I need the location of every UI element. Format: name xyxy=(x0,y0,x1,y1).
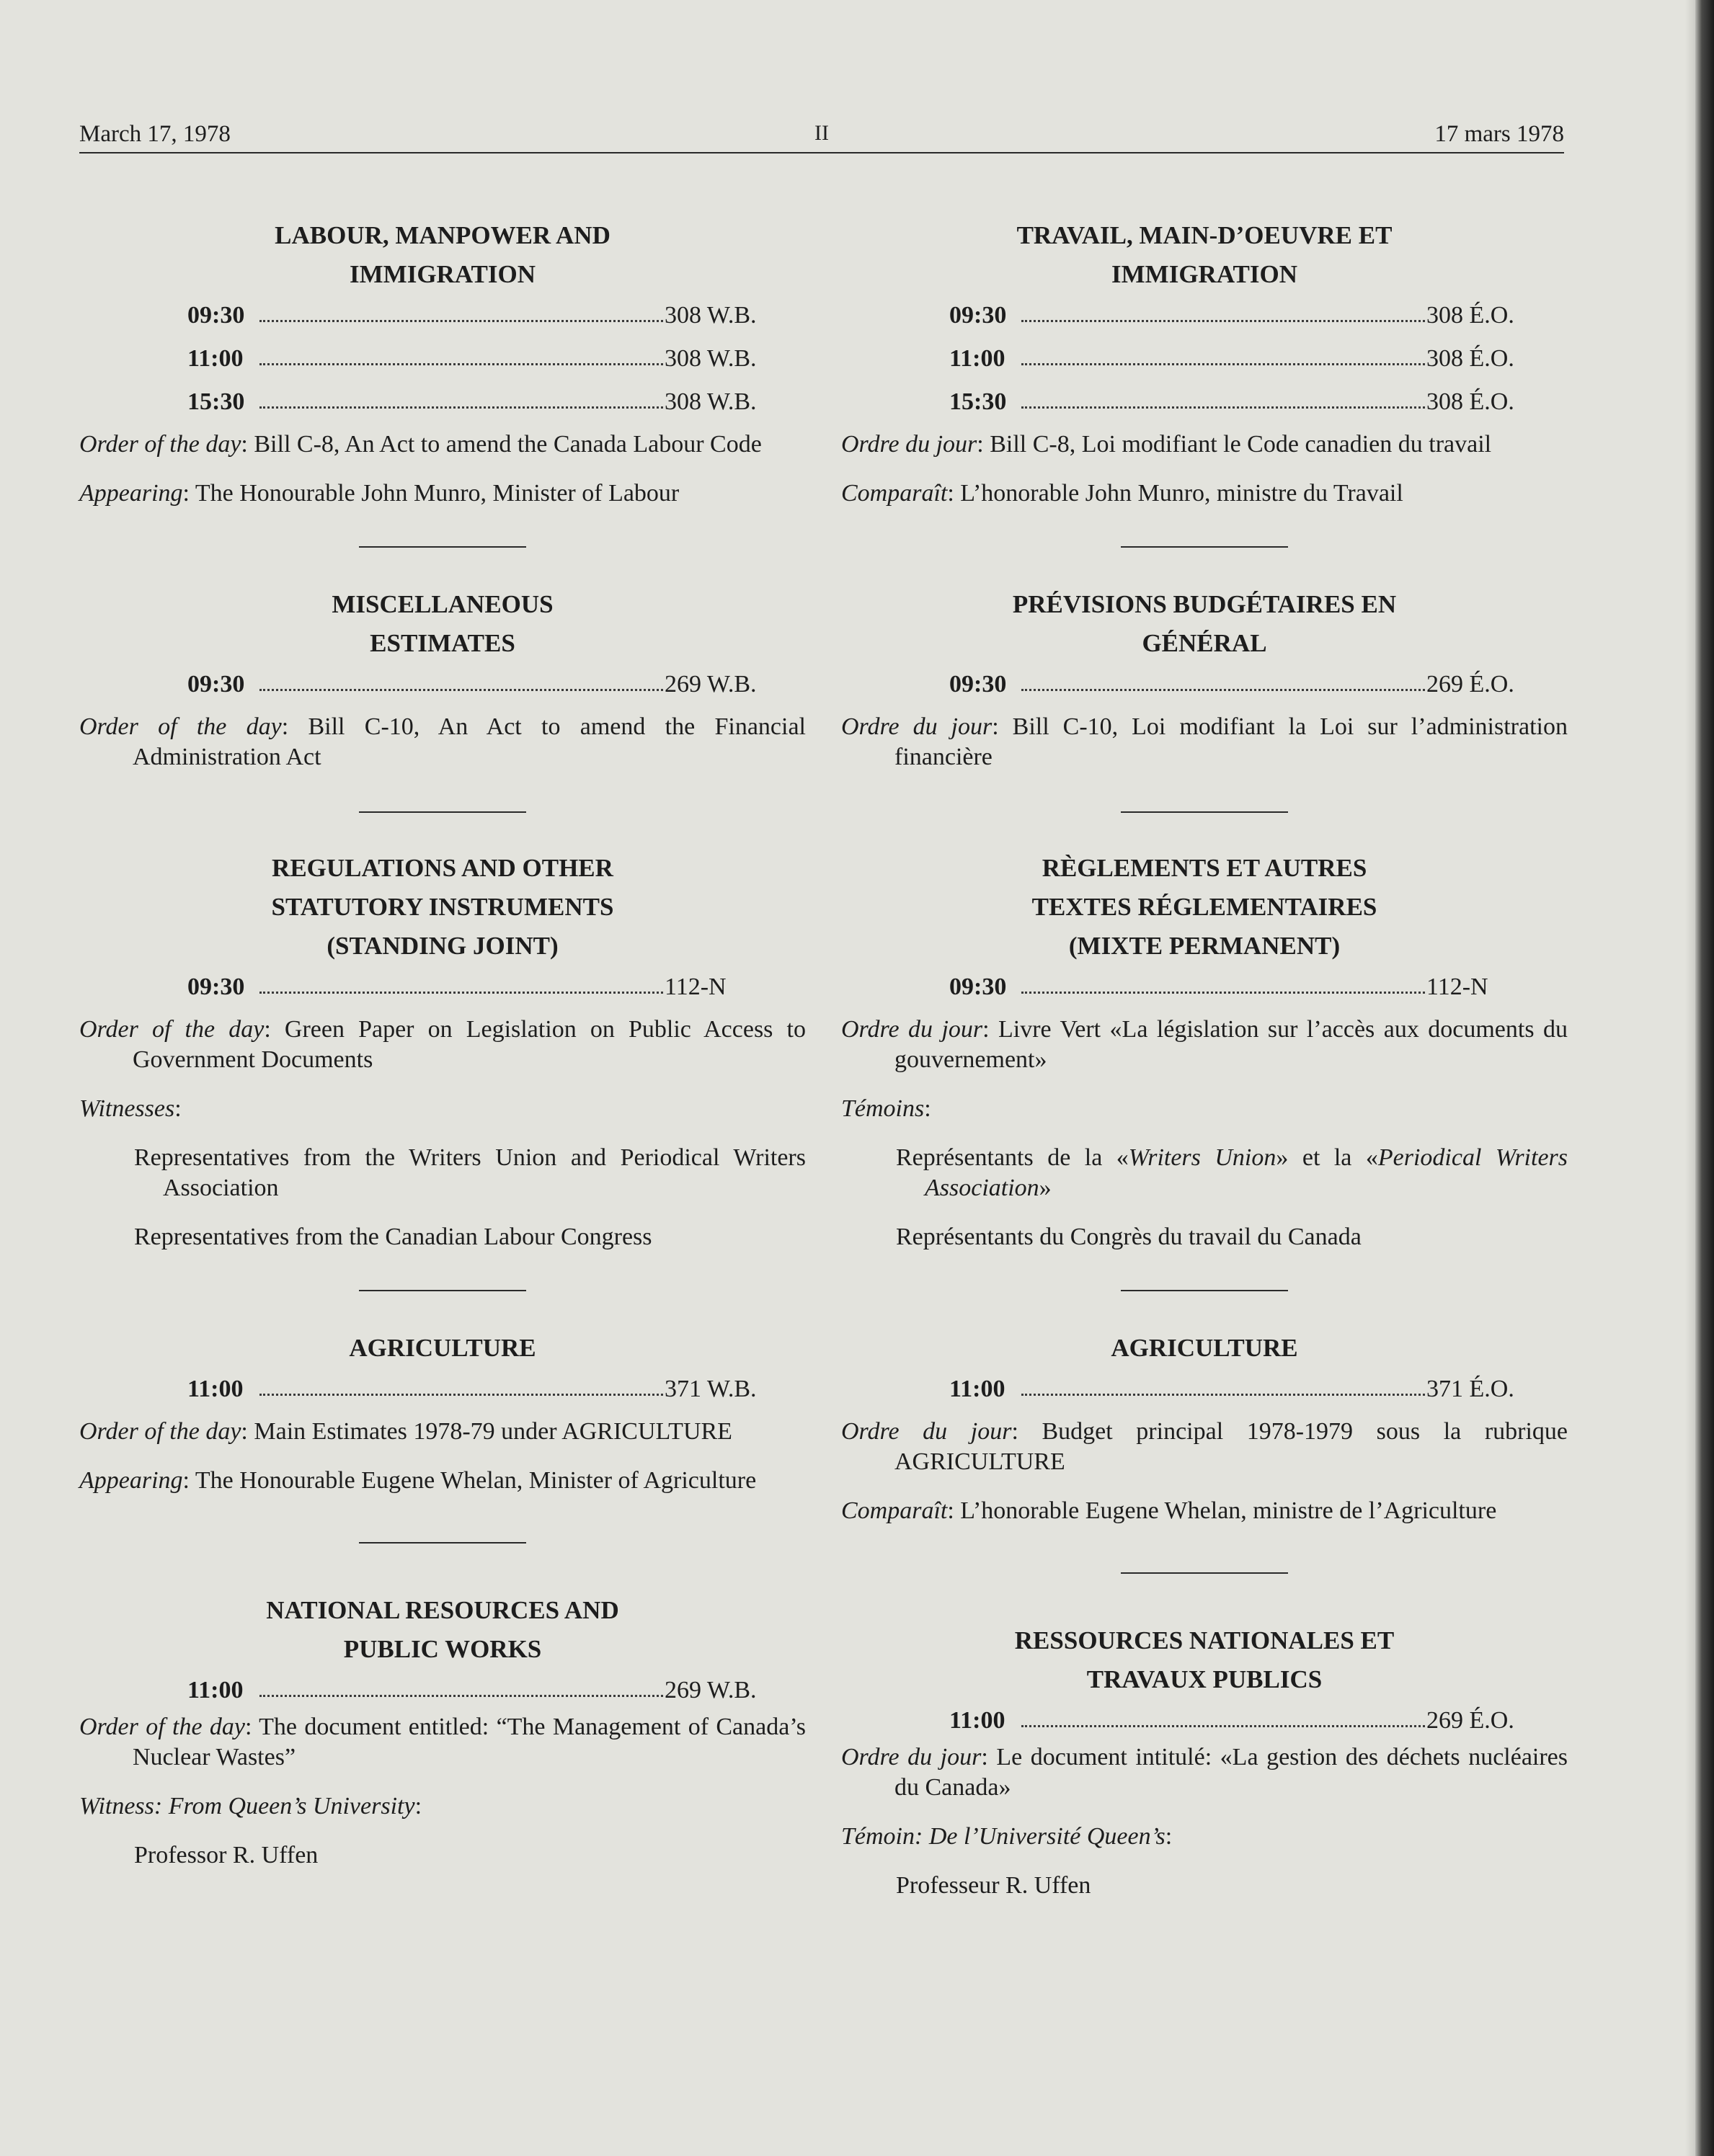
section-divider xyxy=(359,1290,526,1291)
section-title: PRÉVISIONS BUDGÉTAIRES EN GÉNÉRAL xyxy=(1012,590,1397,657)
witness-entry: Representatives from the Writers Union and Periodical Writers Association xyxy=(134,1144,806,1201)
witness-entry: Représentants de la «Writers Union» et la «Periodical Writers Association» xyxy=(896,1144,1568,1201)
meeting-time: 11:00 xyxy=(187,1376,244,1402)
meeting-room: 269 W.B. xyxy=(665,671,757,698)
section-ressources-nationales xyxy=(841,1621,1568,1901)
meeting-time: 11:00 xyxy=(949,1707,1005,1734)
leader-dots xyxy=(1021,689,1425,691)
section-divider xyxy=(1121,1572,1288,1574)
meeting-room: 308 W.B. xyxy=(665,302,757,329)
page-fold-shadow xyxy=(1685,0,1695,2156)
meeting-room: 308 W.B. xyxy=(665,345,757,372)
section-agriculture-fr xyxy=(841,1329,1568,1526)
section-divider xyxy=(359,546,526,548)
section-divider xyxy=(359,1542,526,1544)
leader-dots xyxy=(1021,406,1425,409)
meeting-time: 15:30 xyxy=(949,388,1007,415)
running-head xyxy=(79,117,1564,153)
section-title: AGRICULTURE xyxy=(1111,1334,1298,1362)
meeting-time: 15:30 xyxy=(187,388,245,415)
section-divider xyxy=(1121,811,1288,813)
meeting-time: 11:00 xyxy=(949,345,1005,372)
schedule-row xyxy=(841,380,1568,424)
meeting-time: 09:30 xyxy=(949,302,1007,329)
schedule-row xyxy=(79,294,806,337)
leader-dots xyxy=(259,1394,663,1396)
ordre-du-jour: Ordre du jour: Livre Vert «La législation sur l’accès aux documents du gouvernement» xyxy=(841,1016,1568,1073)
meeting-time: 09:30 xyxy=(949,671,1007,698)
section-divider xyxy=(1121,1290,1288,1291)
leader-dots xyxy=(259,406,663,409)
meeting-room: 308 É.O. xyxy=(1426,302,1514,329)
meeting-room: 308 W.B. xyxy=(665,388,757,415)
meeting-time: 09:30 xyxy=(187,974,245,1000)
ordre-du-jour: Ordre du jour: Bill C-10, Loi modifiant la Loi sur l’administration financière xyxy=(841,713,1568,770)
meeting-room: 112-N xyxy=(665,974,727,1000)
schedule-row xyxy=(79,1669,806,1712)
witness-label: Witness: From Queen’s University: xyxy=(79,1793,422,1819)
witness-entry: Représentants du Congrès du travail du Canada xyxy=(896,1224,1362,1250)
schedule-row xyxy=(841,1699,1568,1742)
meeting-room: 371 É.O. xyxy=(1426,1376,1514,1402)
section-miscellaneous-estimates xyxy=(79,585,806,772)
temoins-label: Témoins: xyxy=(841,1095,931,1122)
schedule-row xyxy=(79,1368,806,1411)
schedule-row xyxy=(79,663,806,706)
section-title: AGRICULTURE xyxy=(349,1334,536,1362)
header-page-number: II xyxy=(814,121,829,145)
ordre-du-jour: Ordre du jour: Bill C-8, Loi modifiant le Code canadien du travail xyxy=(841,431,1492,458)
meeting-time: 11:00 xyxy=(187,1677,244,1703)
schedule-row xyxy=(841,663,1568,706)
section-travail-main-doeuvre-immigration xyxy=(841,216,1568,509)
leader-dots xyxy=(259,363,663,365)
schedule-row xyxy=(79,966,806,1009)
meeting-room: 308 É.O. xyxy=(1426,345,1514,372)
section-title: NATIONAL RESOURCES AND PUBLIC WORKS xyxy=(266,1596,619,1663)
comparait: Comparaît: L’honorable John Munro, ministre du Travail xyxy=(841,480,1403,507)
witness-entry: Professor R. Uffen xyxy=(134,1842,319,1868)
header-date-english: March 17, 1978 xyxy=(79,121,231,147)
leader-dots xyxy=(259,992,663,994)
appearing: Appearing: The Honourable John Munro, Minister of Labour xyxy=(79,480,680,507)
section-national-resources xyxy=(79,1591,806,1871)
leader-dots xyxy=(1021,320,1425,322)
section-previsions-budgetaires xyxy=(841,585,1568,772)
witnesses-label: Witnesses: xyxy=(79,1095,182,1122)
meeting-room: 308 É.O. xyxy=(1426,388,1514,415)
meeting-room: 112-N xyxy=(1426,974,1488,1000)
english-column xyxy=(79,216,806,1871)
section-regulations xyxy=(79,849,806,1252)
order-of-the-day: Order of the day: Bill C-8, An Act to amend the Canada Labour Code xyxy=(79,431,762,458)
section-title: MISCELLANEOUS ESTIMATES xyxy=(332,590,554,657)
header-date-french: 17 mars 1978 xyxy=(1434,121,1564,147)
leader-dots xyxy=(259,320,663,322)
meeting-time: 09:30 xyxy=(187,302,245,329)
comparait: Comparaît: L’honorable Eugene Whelan, ministre de l’Agriculture xyxy=(841,1497,1497,1524)
schedule-row xyxy=(841,1368,1568,1411)
section-labour-manpower-immigration xyxy=(79,216,806,509)
order-of-the-day: Order of the day: Main Estimates 1978-79 under AGRICULTURE xyxy=(79,1418,732,1445)
ordre-du-jour: Ordre du jour: Budget principal 1978-1979 sous la rubrique AGRICULTURE xyxy=(841,1418,1568,1475)
appearing: Appearing: The Honourable Eugene Whelan, Minister of Agriculture xyxy=(79,1467,757,1494)
section-title: TRAVAIL, MAIN-D’OEUVRE ET IMMIGRATION xyxy=(1016,221,1393,288)
meeting-room: 269 É.O. xyxy=(1426,1707,1514,1734)
temoin-label: Témoin: De l’Université Queen’s: xyxy=(841,1823,1173,1850)
leader-dots xyxy=(1021,992,1425,994)
header-rule xyxy=(79,152,1564,153)
meeting-room: 269 É.O. xyxy=(1426,671,1514,698)
section-title: LABOUR, MANPOWER AND IMMIGRATION xyxy=(275,221,610,288)
meeting-room: 269 W.B. xyxy=(665,1677,757,1703)
leader-dots xyxy=(259,1695,663,1697)
section-agriculture xyxy=(79,1329,806,1496)
section-reglements xyxy=(841,849,1568,1252)
leader-dots xyxy=(1021,1394,1425,1396)
meeting-time: 09:30 xyxy=(187,671,245,698)
section-divider xyxy=(1121,546,1288,548)
leader-dots xyxy=(259,689,663,691)
schedule-row xyxy=(79,380,806,424)
schedule-row xyxy=(79,337,806,380)
schedule-row xyxy=(841,966,1568,1009)
witness-entry: Representatives from the Canadian Labour Congress xyxy=(134,1224,652,1250)
schedule-row xyxy=(841,294,1568,337)
french-column xyxy=(841,216,1568,1901)
meeting-time: 11:00 xyxy=(949,1376,1005,1402)
order-of-the-day: Order of the day: The document entitled: “The Management of Canada’s Nuclear Wastes” xyxy=(79,1714,807,1770)
leader-dots xyxy=(1021,363,1425,365)
section-title: RESSOURCES NATIONALES ET TRAVAUX PUBLICS xyxy=(1014,1626,1395,1693)
meeting-room: 371 W.B. xyxy=(665,1376,757,1402)
witness-entry: Professeur R. Uffen xyxy=(896,1872,1091,1899)
order-of-the-day: Order of the day: Green Paper on Legislation on Public Access to Government Documents xyxy=(79,1016,806,1073)
ordre-du-jour: Ordre du jour: Le document intitulé: «La gestion des déchets nucléaires du Canada» xyxy=(841,1744,1568,1801)
page-edge xyxy=(1695,0,1714,2156)
section-divider xyxy=(359,811,526,813)
section-title: REGULATIONS AND OTHER STATUTORY INSTRUMENTS (STANDING JOINT) xyxy=(271,854,614,960)
schedule-row xyxy=(841,337,1568,380)
section-title: RÈGLEMENTS ET AUTRES TEXTES RÉGLEMENTAIRES (MIXTE PERMANENT) xyxy=(1031,854,1377,960)
meeting-time: 09:30 xyxy=(949,974,1007,1000)
order-of-the-day: Order of the day: Bill C-10, An Act to amend the Financial Administration Act xyxy=(79,713,806,770)
leader-dots xyxy=(1021,1725,1425,1727)
meeting-time: 11:00 xyxy=(187,345,244,372)
